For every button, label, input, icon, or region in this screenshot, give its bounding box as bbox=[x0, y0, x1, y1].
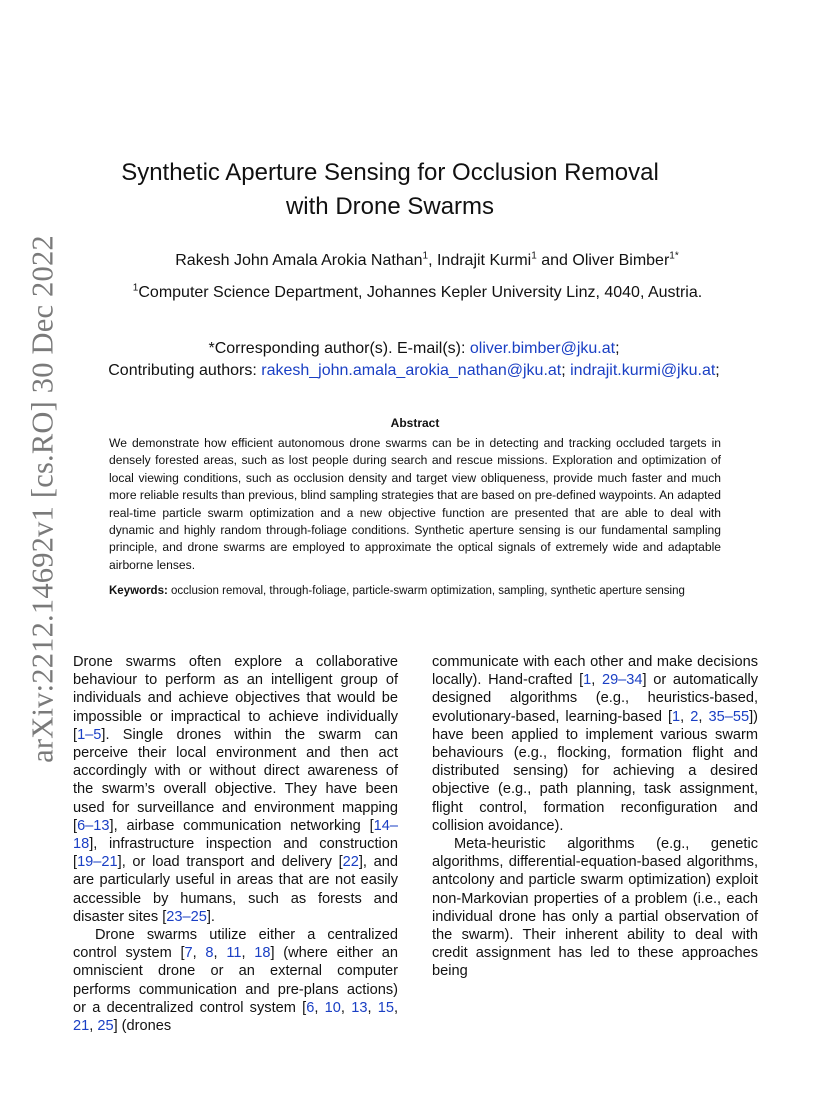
body-text: , bbox=[680, 708, 691, 725]
citation-link[interactable]: 1 bbox=[583, 672, 592, 689]
body-text: ] (drones bbox=[113, 1018, 172, 1035]
author-separator-2: and bbox=[536, 252, 573, 269]
body-paragraph bbox=[73, 926, 398, 1035]
keywords-label: Keywords: bbox=[109, 585, 168, 597]
author-1-affil: 1 bbox=[422, 250, 429, 262]
arxiv-identifier bbox=[25, 232, 60, 766]
body-text: , bbox=[241, 945, 255, 962]
citation-link[interactable]: 25 bbox=[97, 1018, 114, 1035]
citation-link[interactable]: 8 bbox=[205, 945, 214, 962]
body-text: , bbox=[340, 999, 352, 1016]
body-text: , bbox=[591, 672, 602, 689]
author-3-affil: 1* bbox=[669, 250, 679, 262]
body-text: ] or automatically designed algorithms (e.g., heuristics-based, evolutionary-based, learning-based [ bbox=[432, 672, 758, 725]
body-text: , bbox=[367, 999, 378, 1016]
body-text: ], and are particularly useful in areas that are not easily accessible by humans, such as forests and disaster sites [ bbox=[73, 854, 399, 925]
contributing-email-link-2[interactable]: indrajit.kurmi@jku.at bbox=[570, 362, 716, 379]
affiliation-text: Computer Science Department, Johannes Kepler University Linz, 4040, Austria. bbox=[138, 284, 703, 301]
citation-link[interactable]: 29–34 bbox=[601, 672, 643, 689]
citation-link[interactable]: 13 bbox=[351, 999, 368, 1016]
body-text: ], or load transport and delivery [ bbox=[117, 854, 343, 871]
citation-link[interactable]: 1–5 bbox=[77, 726, 102, 743]
author-list bbox=[100, 250, 754, 272]
author-2-affil: 1 bbox=[531, 250, 537, 262]
contributing-label: Contributing authors: bbox=[108, 362, 262, 379]
body-text: ]. bbox=[206, 908, 215, 925]
body-text: Drone swarms utilize either a centralized control system [ bbox=[73, 927, 398, 962]
keywords-line bbox=[109, 583, 729, 599]
author-separator-1: , bbox=[428, 252, 437, 269]
citation-link[interactable]: 35–55 bbox=[708, 708, 750, 725]
contributing-suffix: ; bbox=[715, 362, 720, 379]
paper-title bbox=[100, 156, 680, 224]
body-paragraph bbox=[73, 653, 398, 926]
citation-link[interactable]: 14–18 bbox=[73, 817, 398, 853]
contributing-email-link-1[interactable]: rakesh_john.amala_arokia_nathan@jku.at bbox=[261, 362, 562, 379]
body-column-right bbox=[432, 653, 758, 981]
body-paragraph bbox=[432, 653, 758, 835]
citation-link[interactable]: 6 bbox=[306, 999, 315, 1016]
author-1: Rakesh John Amala Arokia Nathan bbox=[175, 252, 423, 269]
abstract-text: We demonstrate how efficient autonomous drone swarms can be in detecting and tracking occluded targets in densely forested areas, such as lost people during search and rescue missions. Exploration and optimization of local viewing conditions, such as occlusion density and target view obliqueness, provide much faster and much more reliable results than previous, blind sampling strategies that are based on pre-defined waypoints. An adapted real-time particle swarm optimization and a new objective function are presented that are able to deal with dynamic and highly random through-foliage conditions. Synthetic aperture sensing is our fundamental sampling principle, and drone swarms are employed to approximate the optical signals of extremely wide and adaptable airborne lenses. bbox=[109, 436, 721, 572]
author-3: Oliver Bimber bbox=[572, 252, 670, 269]
body-column-left bbox=[73, 653, 398, 1035]
body-text: ], airbase communication networking [ bbox=[109, 817, 374, 834]
corresponding-suffix: ; bbox=[615, 340, 620, 357]
citation-link[interactable]: 7 bbox=[184, 945, 193, 962]
citation-link[interactable]: 2 bbox=[690, 708, 699, 725]
corresponding-label: *Corresponding author(s). E-mail(s): bbox=[208, 340, 470, 357]
body-text: , bbox=[314, 999, 325, 1016]
body-text: , bbox=[192, 945, 206, 962]
contributing-separator: ; bbox=[561, 362, 571, 379]
citation-link[interactable]: 1 bbox=[672, 708, 681, 725]
abstract-heading: Abstract bbox=[390, 416, 440, 430]
citation-link[interactable]: 23–25 bbox=[166, 908, 207, 925]
body-text: , bbox=[89, 1018, 98, 1035]
title-line-2: with Drone Swarms bbox=[285, 193, 495, 220]
body-text: communicate with each other and make decisions locally). Hand-crafted [ bbox=[432, 654, 758, 689]
body-text: , bbox=[393, 999, 399, 1016]
author-2: Indrajit Kurmi bbox=[436, 252, 532, 269]
body-text: , bbox=[213, 945, 227, 962]
body-text: Drone swarms often explore a collaborative behaviour to perform as an intelligent group of individuals and achieve objectives that would be impossible or impractical to achieve individually [ bbox=[73, 654, 398, 743]
arxiv-identifier-text: arXiv:2212.14692v1 [cs.RO] 30 Dec 2022 bbox=[25, 235, 60, 763]
citation-link[interactable]: 18 bbox=[254, 945, 271, 962]
citation-link[interactable]: 11 bbox=[226, 945, 242, 962]
affiliation-marker: 1 bbox=[132, 282, 139, 294]
citation-link[interactable]: 10 bbox=[324, 999, 341, 1016]
citation-link[interactable]: 19–21 bbox=[77, 854, 118, 871]
corresponding-email-link[interactable]: oliver.bimber@jku.at bbox=[469, 340, 616, 357]
body-text: ], infrastructure inspection and construction [ bbox=[73, 836, 398, 871]
body-text: , bbox=[698, 708, 709, 725]
citation-link[interactable]: 15 bbox=[377, 999, 394, 1016]
citation-link[interactable]: 22 bbox=[342, 854, 359, 871]
correspondence-block bbox=[80, 338, 748, 382]
body-text: ]) have been applied to implement various swarm behaviours (e.g., flocking, formation flight and distributed sensing) for achieving a desired objective (e.g., path planning, task assignment, flight control, formation reconfiguration and collision avoidance). bbox=[432, 708, 758, 834]
body-text: ]. Single drones within the swarm can perceive their local environment and then act accordingly with or without direct awareness of the swarm’s overall objective. They have been used for surveillance and environment mapping [ bbox=[73, 726, 398, 834]
affiliation bbox=[100, 282, 735, 304]
citation-link[interactable]: 6–13 bbox=[77, 817, 110, 834]
citation-link[interactable]: 21 bbox=[73, 1018, 90, 1035]
body-text: ] (where either an omniscient drone or an external computer performs communication and pre-plans actions) or a decentralized control system [ bbox=[73, 945, 399, 1016]
title-line-1: Synthetic Aperture Sensing for Occlusion Removal bbox=[121, 159, 659, 186]
keywords-text: occlusion removal, through-foliage, particle-swarm optimization, sampling, synthetic aperture sensing bbox=[167, 585, 685, 597]
body-paragraph bbox=[432, 835, 758, 981]
body-text: Meta-heuristic algorithms (e.g., genetic algorithms, differential-equation-based algorithms, antcolony and particle swarm optimization) exploit non-Markovian properties of a problem (i.e., each individual drone has only a partial observation of the swarm). Their inherent ability to deal with credit assignment has led to these approaches being bbox=[432, 836, 758, 980]
